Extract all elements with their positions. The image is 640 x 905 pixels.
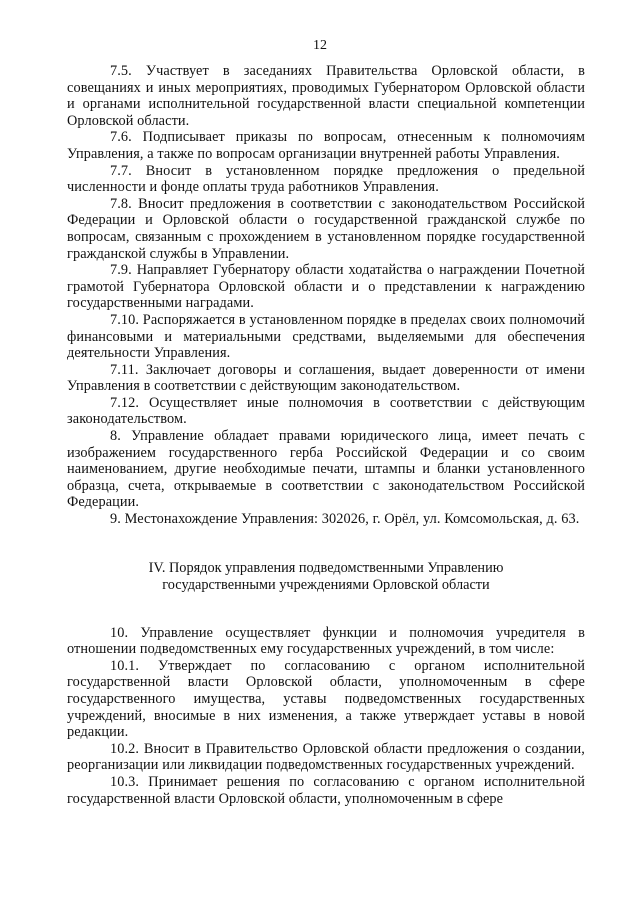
section-heading <box>67 560 585 594</box>
document-body <box>67 63 585 807</box>
paragraph-10-3: 10.3. Принимает решения по согласованию с органом исполнительной государственной власти Орловской области, уполномоченным в сфере <box>67 773 585 807</box>
paragraph-10: 10. Управление осуществляет функции и полномочия учредителя в отношении подведомственных ему государственных учреждений, в том числе: <box>67 624 585 658</box>
paragraph-10-2: 10.2. Вносит в Правительство Орловской области предложения о создании, реорганизации или ликвидации подведомственных государственных учреждений. <box>67 740 585 774</box>
paragraph-8: 8. Управление обладает правами юридического лица, имеет печать с изображением государственного герба Российской Федерации и со своим наименованием, другие необходимые печати, штампы и бланки установленного образца, счета, открываемые в соответствии с законодательством Российской Федерации. <box>67 428 585 511</box>
paragraph-7-8: 7.8. Вносит предложения в соответствии с законодательством Российской Федерации и Орловской области о государственной гражданской службе по вопросам, связанным с прохождением в установленном порядке государственной гражданской службы в Управлении. <box>67 195 585 262</box>
paragraph-7-12: 7.12. Осуществляет иные полномочия в соответствии с действующим законодательством. <box>67 394 585 428</box>
paragraph-9: 9. Местонахождение Управления: 302026, г. Орёл, ул. Комсомольская, д. 63. <box>110 511 580 528</box>
paragraph-7-6: 7.6. Подписывает приказы по вопросам, отнесенным к полномочиям Управления, а также по вопросам организации внутренней работы Управления. <box>67 129 585 162</box>
paragraph-7-11: 7.11. Заключает договоры и соглашения, выдает доверенности от имени Управления в соответствии с действующим законодательством. <box>67 361 585 395</box>
paragraph-7-5: 7.5. Участвует в заседаниях Правительства Орловской области, в совещаниях и иных мероприятиях, проводимых Губернатором Орловской области и органами исполнительной государственной власти специальной компетенции Орловской области. <box>67 63 585 129</box>
paragraph-7-9: 7.9. Направляет Губернатору области ходатайства о награждении Почетной грамотой Губернатора Орловской области и о представлении к награждению государственными наградами. <box>67 262 585 312</box>
page-number: 12 <box>313 38 327 53</box>
section-heading-line-2: государственными учреждениями Орловской области <box>162 576 490 593</box>
paragraph-10-1: 10.1. Утверждает по согласованию с органом исполнительной государственной власти Орловской области, уполномоченным в сфере государственного имущества, уставы подведомственных государственных учреждений, вносимые в них изменения, а также утверждает уставы в новой редакции. <box>67 657 585 741</box>
paragraph-7-10: 7.10. Распоряжается в установленном порядке в пределах своих полномочий финансовыми и материальными средствами, выделяемыми для обеспечения деятельности Управления. <box>67 311 585 362</box>
paragraph-7-7: 7.7. Вносит в установленном порядке предложения о предельной численности и фонде оплаты труда работников Управления. <box>67 162 585 196</box>
section-heading-line-1: IV. Порядок управления подведомственными Управлению <box>148 559 504 576</box>
